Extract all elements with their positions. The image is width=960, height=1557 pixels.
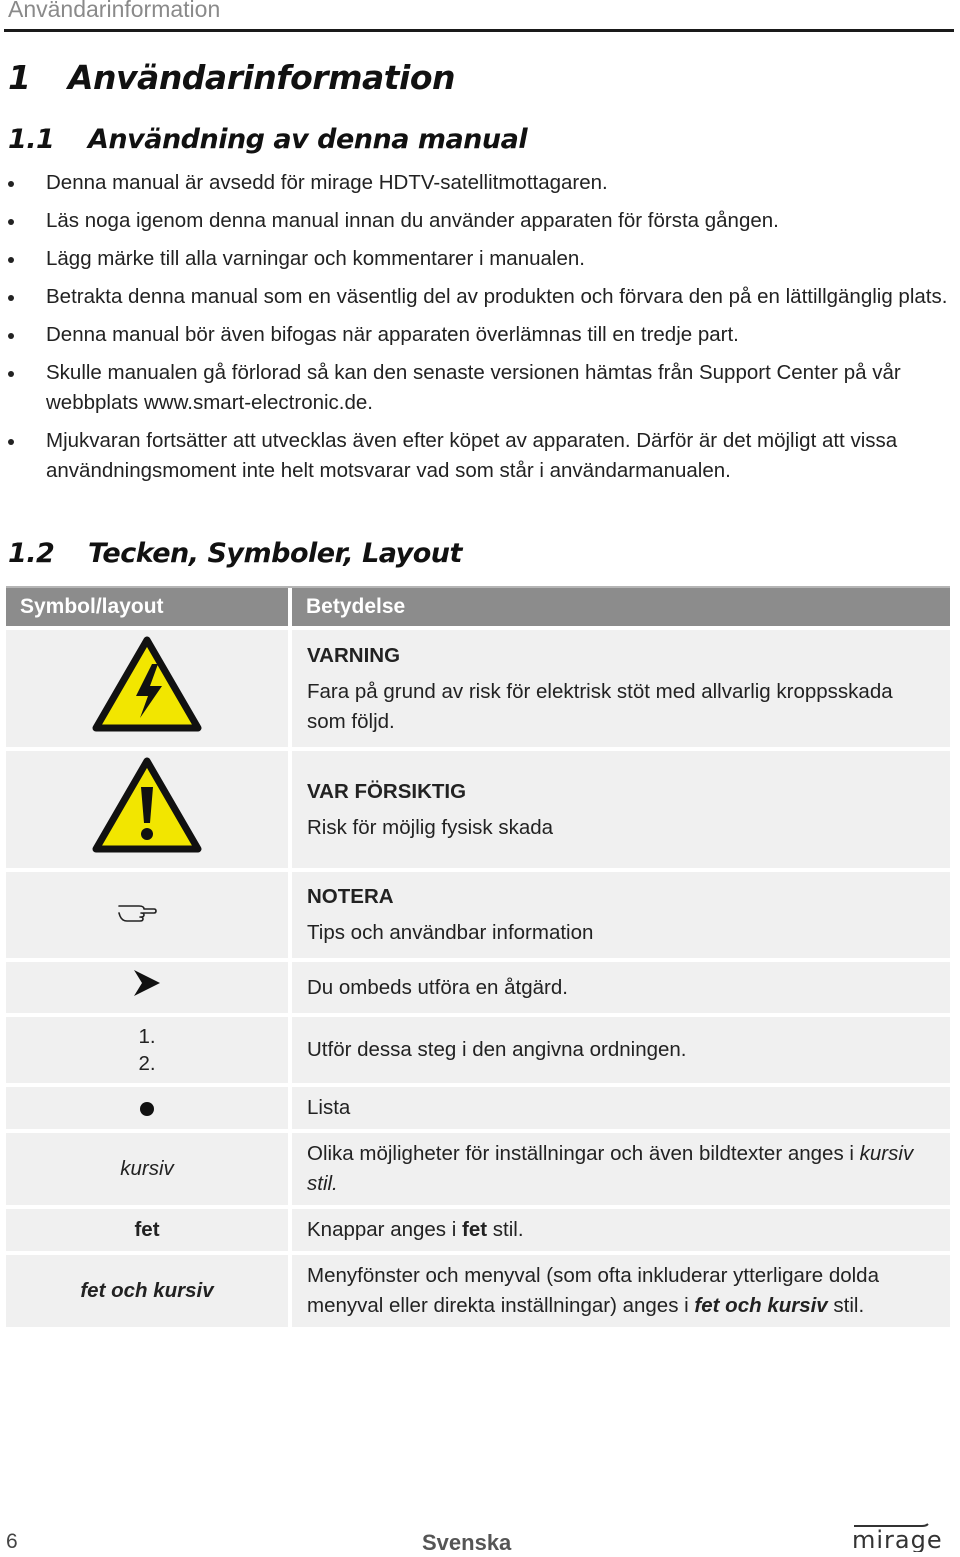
symbols-table [6,582,950,1331]
step-number-1: 1. [138,1025,156,1048]
electric-warning-icon [92,636,202,732]
list-item: Mjukvaran fortsätter att utvecklas även efter köpet av apparaten. Därför är det möjligt att vissa användningsmoment inte helt motsvarar vad som står i användarmanualen. [0,426,950,486]
mirage-logo [852,1522,952,1557]
bold-italic-symbol: fet och kursiv [6,1255,288,1327]
list-item: Denna manual är avsedd för mirage HDTV-satellitmottagaren. [0,168,950,198]
symbol-cell [6,1017,288,1083]
bullet-icon [8,257,14,263]
table-row [6,630,950,747]
list-text: Lista [292,1087,950,1129]
list-item: Läs noga igenom denna manual innan du använder apparaten för första gången. [0,206,950,236]
step-number-2: 2. [138,1052,156,1075]
bullet-icon [8,439,14,445]
meaning-cell: Olika möjligheter för inställningar och även bildtexter anges i kursiv stil. [292,1133,950,1205]
table-row [6,1255,950,1327]
arrow-marker-icon [132,968,162,998]
table-row [6,751,950,868]
section-number: 1.1 [8,124,55,155]
list-item: Lägg märke till alla varningar och kommentarer i manualen. [0,244,950,274]
section-heading-1-2 [8,538,462,569]
symbol-cell [6,872,288,958]
caution-title: VAR FÖRSIKTIG [307,779,467,803]
meaning-cell [292,872,950,958]
section-number: 1.2 [8,538,55,569]
caution-warning-icon [92,757,202,853]
symbol-cell [6,1087,288,1129]
section-title: Användarinformation [68,58,455,97]
list-item: Denna manual bör även bifogas när apparaten överlämnas till en tredje part. [0,320,950,350]
table-row [6,1133,950,1205]
meaning-cell [292,630,950,747]
meaning-cell: Menyfönster och menyval (som ofta inkluderar ytterligare dolda menyval eller direkta inställningar) anges i fet och kursiv stil. [292,1255,950,1327]
note-title: NOTERA [307,885,394,908]
meaning-cell: Knappar anges i fet stil. [292,1209,950,1251]
symbol-cell [6,630,288,747]
list-item: Betrakta denna manual som en väsentlig del av produkten och förvara den på en lättillgänglig plats. [0,282,950,312]
column-header-meaning: Betydelse [292,586,950,626]
note-text: Tips och användbar information [307,921,594,944]
table-row [6,872,950,958]
section-title: Användning av denna manual [88,124,528,155]
meaning-cell [292,751,950,868]
list-item: Skulle manualen gå förlorad så kan den senaste versionen hämtas från Support Center på vår webbplats www.smart-electronic.de. [0,358,950,418]
steps-text: Utför dessa steg i den angivna ordningen. [292,1017,950,1083]
caution-text: Risk för möjlig fysisk skada [307,815,554,839]
warning-title: VARNING [307,643,401,667]
section-heading-1 [8,58,455,97]
action-text: Du ombeds utföra en åtgärd. [292,962,950,1013]
svg-text:mirage: mirage [852,1526,943,1552]
bullet-icon [8,181,14,187]
bullet-icon [8,333,14,339]
table-row [6,1087,950,1129]
bullet-icon [8,295,14,301]
column-header-symbol: Symbol/layout [6,586,288,626]
table-row [6,1017,950,1083]
bold-italic-sample: fet och kursiv [694,1294,828,1317]
bullet-icon [140,1102,154,1116]
footer-language: Svenska [422,1530,512,1555]
section-heading-1-1 [8,124,527,155]
running-header: Användarinformation [8,0,221,22]
section-number: 1 [8,58,31,97]
symbol-cell [6,751,288,868]
section-title: Tecken, Symboler, Layout [88,538,462,569]
italic-symbol: kursiv [6,1133,288,1205]
bold-symbol: fet [6,1209,288,1251]
table-header-row [6,586,950,626]
page-number: 6 [6,1530,18,1553]
usage-bullet-list [0,168,950,494]
table-row [6,962,950,1013]
table-row [6,1209,950,1251]
italic-sample: kursiv stil. [307,1142,914,1195]
pointing-hand-icon [117,899,157,923]
warning-text: Fara på grund av risk för elektrisk stöt med allvarlig kroppsskada som följd. [307,679,893,733]
bullet-icon [8,219,14,225]
bold-sample: fet [462,1218,488,1241]
header-rule [4,29,954,32]
symbol-cell [6,962,288,1013]
bullet-icon [8,371,14,377]
